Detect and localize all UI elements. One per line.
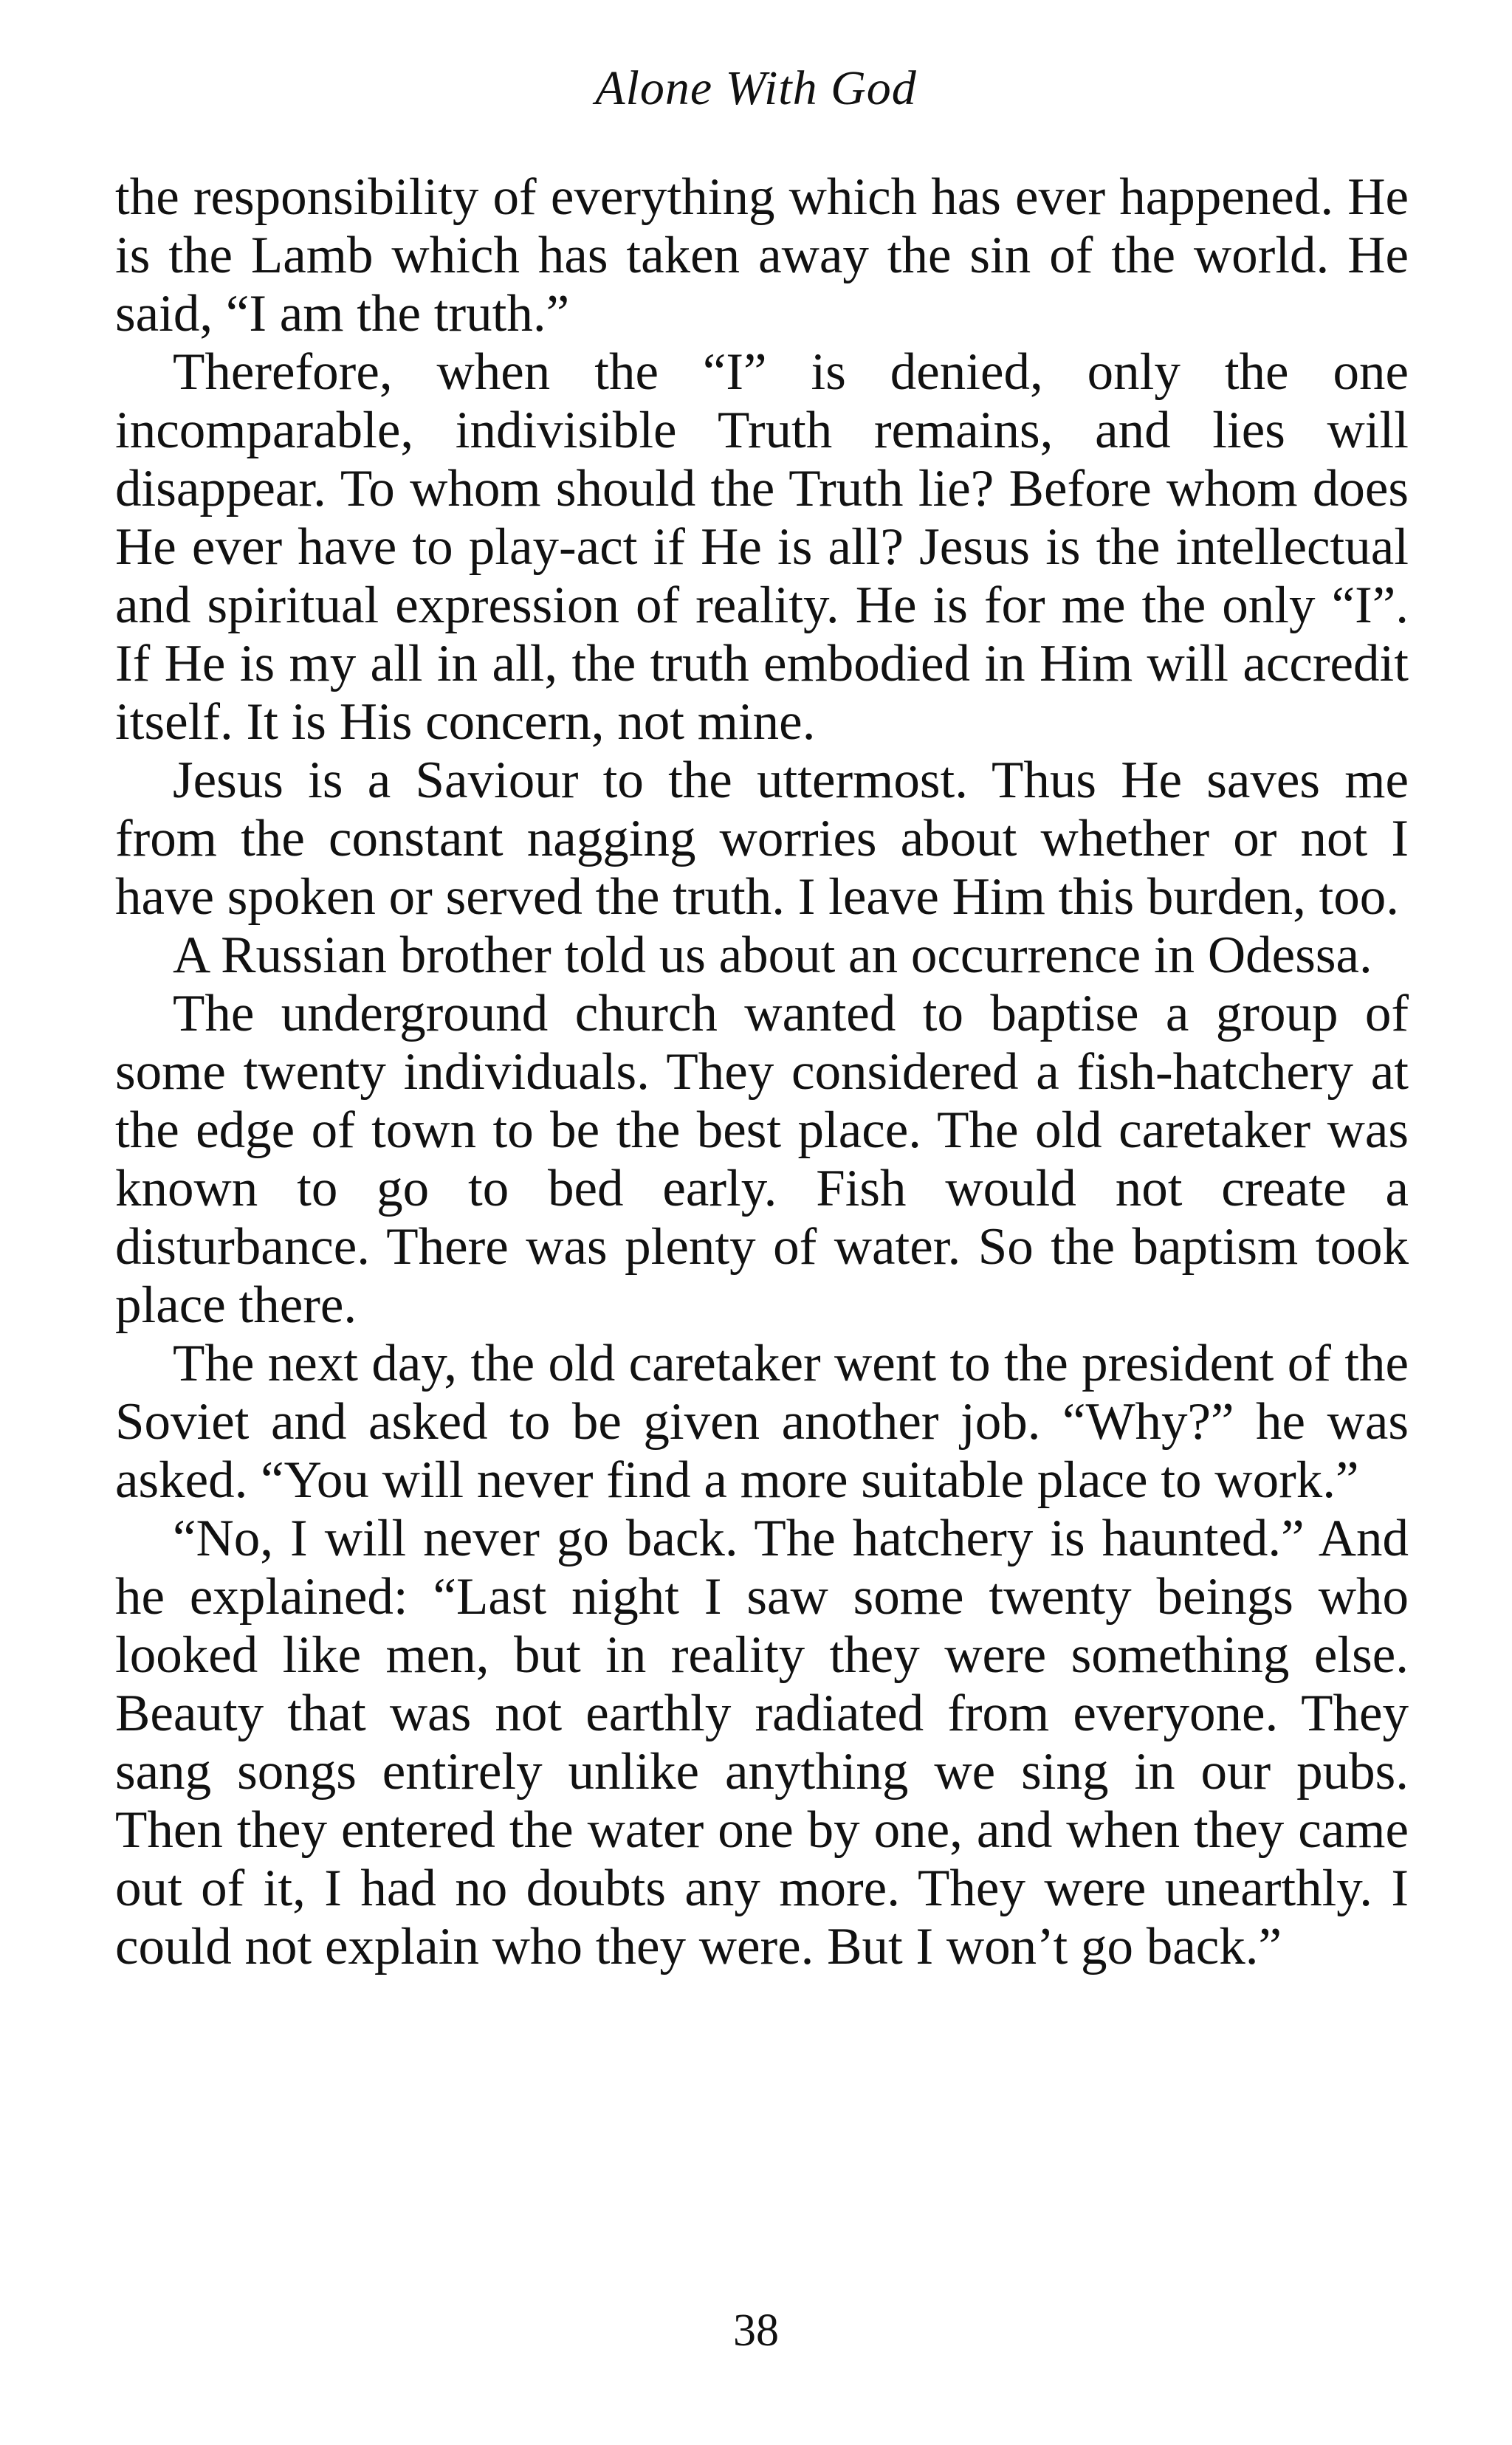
paragraph-4: A Russian brother told us about an occurrence in Odessa. bbox=[173, 926, 1372, 984]
body-text bbox=[115, 168, 1409, 1976]
paragraph-6: The next day, the old caretaker went to the president of the Soviet and asked to be given another job. “Why?” he was asked. “You will never find a more suitable place to work.” bbox=[115, 1335, 1409, 1509]
page-number: 38 bbox=[733, 2305, 779, 2356]
paragraph-3: Jesus is a Saviour to the uttermost. Thus He saves me from the constant nagging worries about whether or not I have spoken or served the truth. I leave Him this burden, too. bbox=[115, 752, 1409, 926]
running-head: Alone With God bbox=[595, 61, 917, 115]
paragraph-5: The underground church wanted to baptise a group of some twenty individuals. They considered a fish-hatchery at the edge of town to be the best place. The old caretaker was known to go to bed early. Fish would not create a disturbance. There was plenty of water. So the baptism took place there. bbox=[115, 985, 1409, 1334]
paragraph-7: “No, I will never go back. The hatchery is haunted.” And he explained: “Last night I saw some twenty beings who looked like men, but in reality they were something else. Beauty that was not earthly radiated from everyone. They sang songs entirely unlike anything we sing in our pubs. Then they entered the water one by one, and when they came out of it, I had no doubts any more. They were unearthly. I could not explain who they were. But I won’t go back.” bbox=[115, 1510, 1409, 1975]
paragraph-1: the responsibility of everything which has ever happened. He is the Lamb which has taken away the sin of the world. He said, “I am the truth.” bbox=[115, 168, 1409, 343]
paragraph-2: Therefore, when the “I” is denied, only the one incomparable, indivisible Truth remains, and lies will disappear. To whom should the Truth lie? Before whom does He ever have to play-act if He is all? Jesus is the intellectual and spiritual expression of reality. He is for me the only “I”. If He is my all in all, the truth embodied in Him will accredit itself. It is His concern, not mine. bbox=[115, 343, 1409, 751]
